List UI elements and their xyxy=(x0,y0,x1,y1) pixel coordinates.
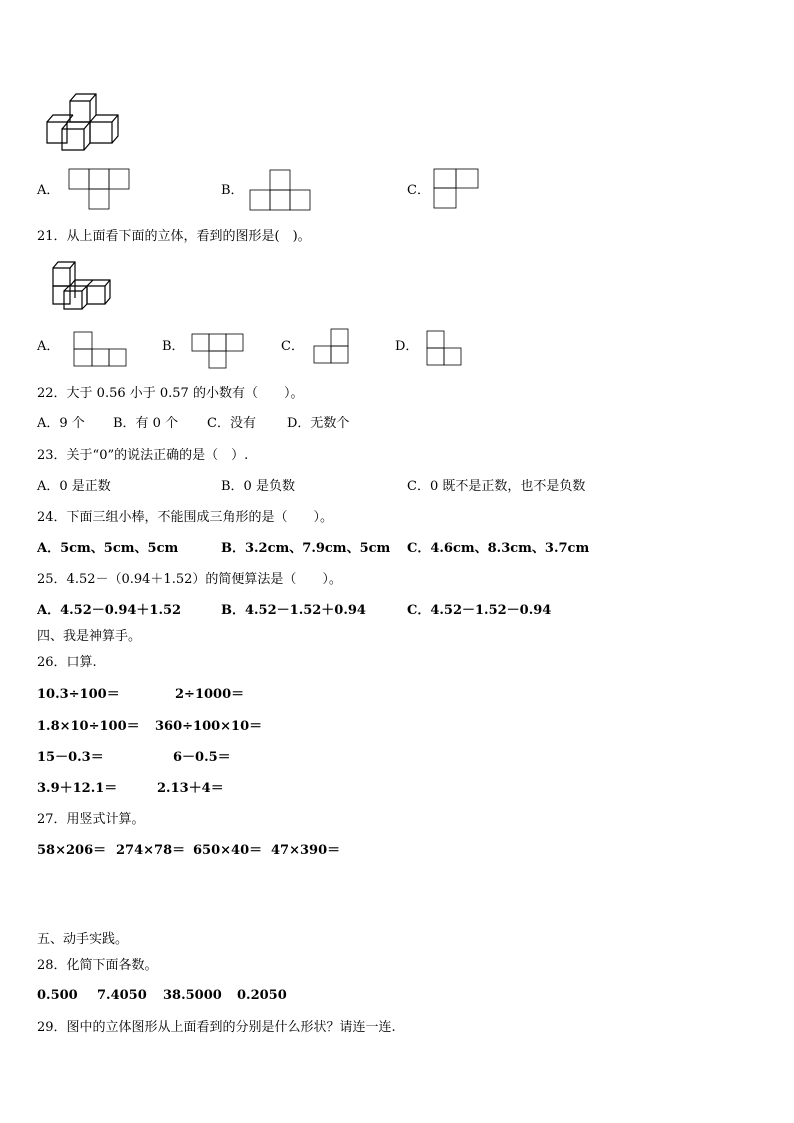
q27-item: 47×390＝ xyxy=(271,843,341,858)
q21-option-d-letter[interactable]: D． xyxy=(395,339,419,354)
section4-title: 四、我是神算手。 xyxy=(37,629,142,644)
q28-item: 0.500 xyxy=(37,988,78,1003)
q20-option-b-letter[interactable]: B． xyxy=(221,183,244,198)
q22-option-c[interactable]: C．没有 xyxy=(207,416,256,431)
q24-option-c[interactable]: C．4.6cm、8.3cm、3.7cm xyxy=(407,541,590,556)
q24-question: 24．下面三组小棒，不能围成三角形的是（ ）。 xyxy=(37,510,334,525)
q23-option-a[interactable]: A．0 是正数 xyxy=(37,479,111,494)
q28-item: 38.5000 xyxy=(163,988,222,1003)
q27-question: 27．用竖式计算。 xyxy=(37,812,145,827)
q22-option-d[interactable]: D．无数个 xyxy=(287,416,350,431)
q22-option-b[interactable]: B．有 0 个 xyxy=(113,416,179,431)
q22-question: 22．大于 0.56 小于 0.57 的小数有（ ）。 xyxy=(37,386,304,401)
q26-item: 2.13＋4＝ xyxy=(157,781,224,796)
q20-option-c-letter[interactable]: C． xyxy=(407,183,430,198)
q21-question: 21．从上面看下面的立体，看到的图形是( )。 xyxy=(37,229,311,244)
q22-option-a[interactable]: A．9 个 xyxy=(37,416,85,431)
q21-option-b-letter[interactable]: B． xyxy=(162,339,185,354)
q21-option-a-letter[interactable]: A． xyxy=(37,339,60,354)
q26-item: 15－0.3＝ xyxy=(37,750,104,765)
q27-item: 650×40＝ xyxy=(193,843,263,858)
q29-question: 29．图中的立体图形从上面看到的分别是什么形状？请连一连. xyxy=(37,1020,396,1035)
q27-item: 274×78＝ xyxy=(116,843,186,858)
q25-option-c[interactable]: C．4.52－1.52－0.94 xyxy=(407,603,552,618)
q25-question: 25．4.52－（0.94＋1.52）的简便算法是（ ）。 xyxy=(37,572,342,587)
q26-question: 26．口算. xyxy=(37,655,97,670)
q26-item: 2÷1000＝ xyxy=(175,687,245,702)
q24-option-b[interactable]: B．3.2cm、7.9cm、5cm xyxy=(221,541,391,556)
q26-item: 1.8×10÷100＝ xyxy=(37,719,140,734)
q23-option-c[interactable]: C．0 既不是正数，也不是负数 xyxy=(407,479,586,494)
section5-title: 五、动手实践。 xyxy=(37,932,129,947)
q26-item: 6－0.5＝ xyxy=(173,750,231,765)
q23-option-b[interactable]: B．0 是负数 xyxy=(221,479,295,494)
q21-option-d-shape xyxy=(0,0,794,400)
q20-option-a-letter[interactable]: A． xyxy=(37,183,60,198)
q26-item: 3.9＋12.1＝ xyxy=(37,781,118,796)
q25-option-a[interactable]: A．4.52－0.94＋1.52 xyxy=(37,603,182,618)
q21-option-c-letter[interactable]: C． xyxy=(281,339,304,354)
q27-item: 58×206＝ xyxy=(37,843,107,858)
q26-item: 360÷100×10＝ xyxy=(155,719,263,734)
q23-question: 23．关于“0”的说法正确的是（ ）. xyxy=(37,448,249,463)
q28-item: 0.2050 xyxy=(237,988,287,1003)
q26-item: 10.3÷100＝ xyxy=(37,687,120,702)
q25-option-b[interactable]: B．4.52－1.52＋0.94 xyxy=(221,603,366,618)
q24-option-a[interactable]: A．5cm、5cm、5cm xyxy=(37,541,179,556)
q28-item: 7.4050 xyxy=(97,988,147,1003)
q28-question: 28．化简下面各数。 xyxy=(37,958,158,973)
